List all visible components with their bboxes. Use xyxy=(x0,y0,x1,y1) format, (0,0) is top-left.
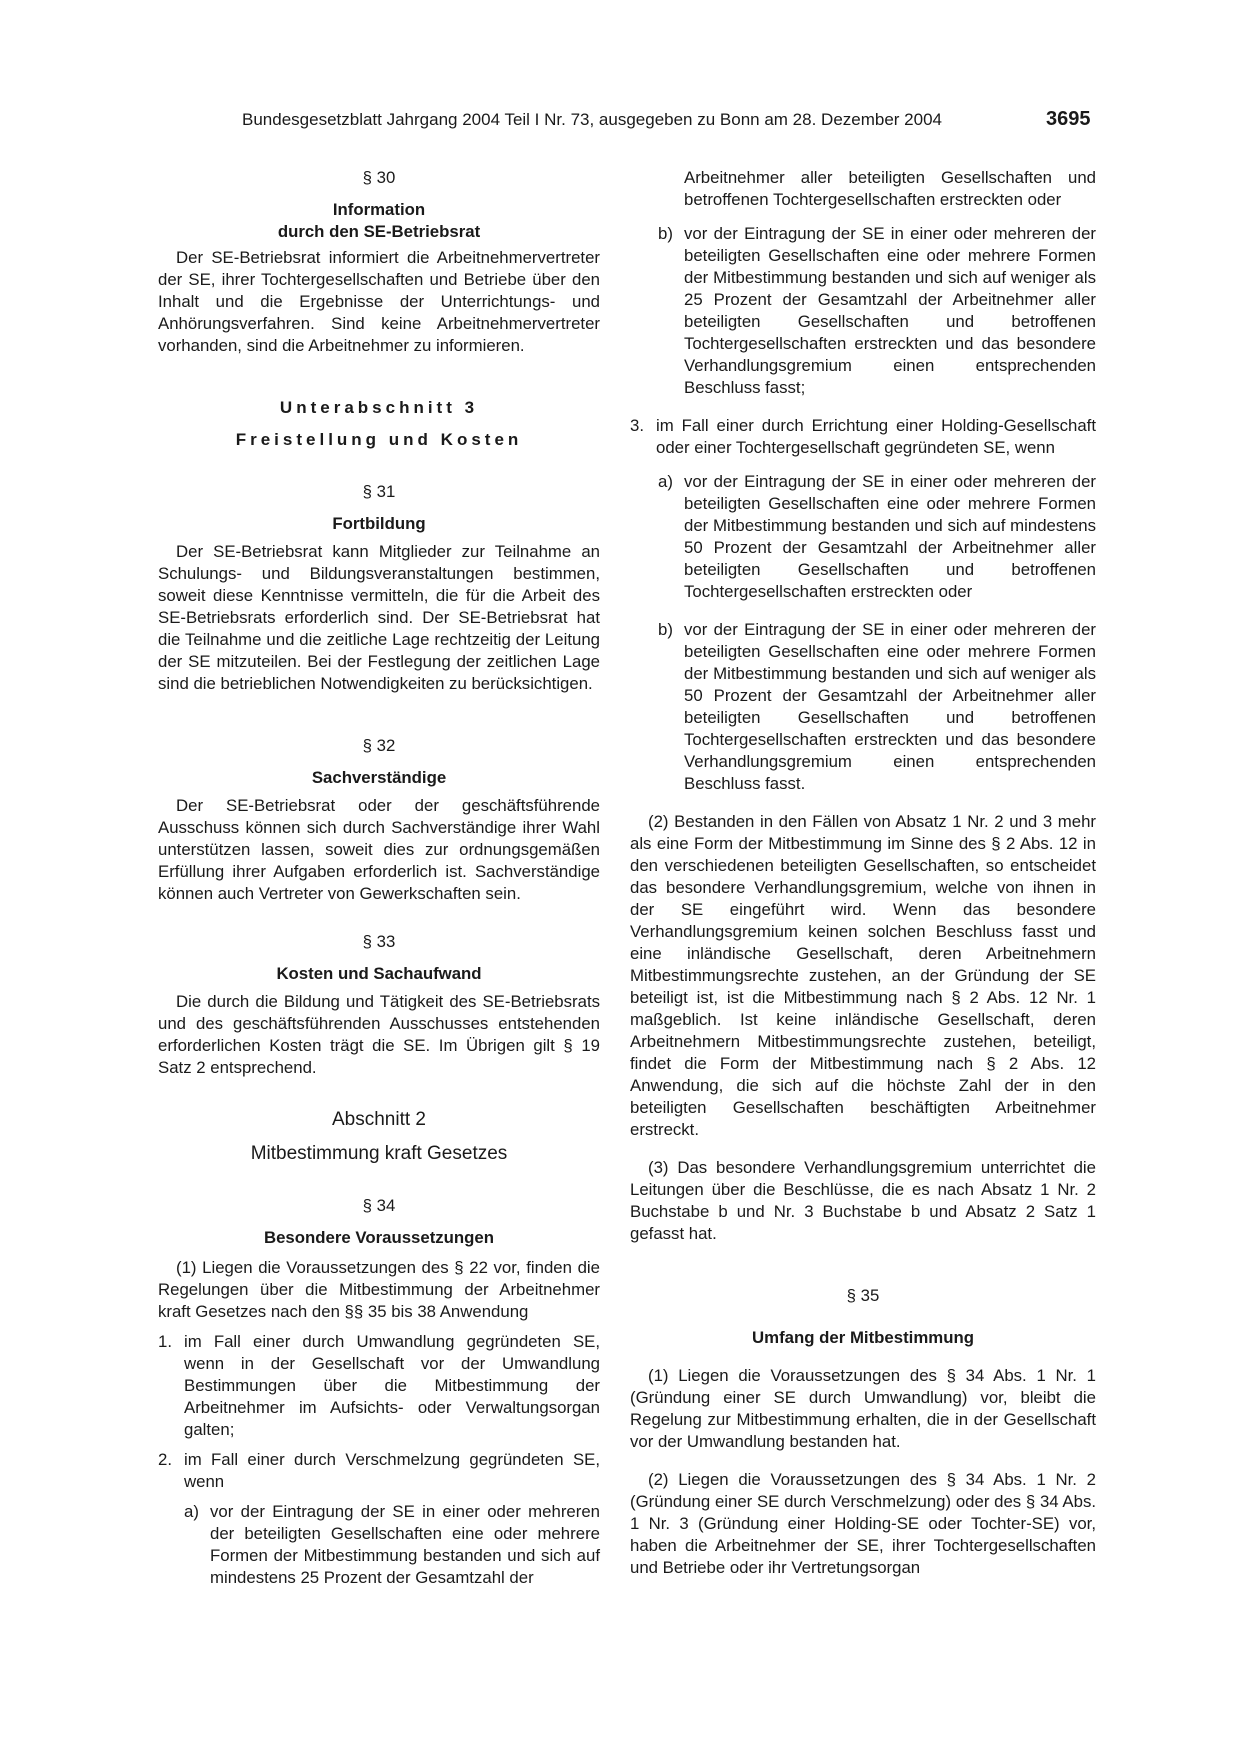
page-header xyxy=(0,110,1244,140)
paragraph: Der SE-Betriebsrat informiert die Arbeitnehmervertreter der SE, ihrer Tochtergesellschaften und Betriebe über den Inhalt und die Ergebnisse der Unterrichtungs- und Anhörungsverfahren. Sind keine Arbeitnehmervertreter vorhanden, sind die Arbeitnehmer zu informieren. xyxy=(158,248,600,355)
list-text: vor der Eintragung der SE in einer oder mehreren der beteiligten Gesellschaften eine oder mehrere Formen der Mitbestimmung bestanden und sich auf mindestens 50 Prozent der Gesamtzahl der Arbeitnehmer aller beteiligten Gesellschaften und betroffenen Tochtergesellschaften erstreckten oder xyxy=(684,472,1096,601)
section-number: § 34 xyxy=(362,1196,396,1215)
list-letter: a) xyxy=(184,1502,199,1521)
paragraph: (1) Liegen die Voraussetzungen des § 34 Abs. 1 Nr. 1 (Gründung einer SE durch Umwandlung) vor, bleibt die Regelung zur Mitbestimmung erhalten, die in der Gesellschaft vor der Umwandlung bestanden hat. xyxy=(630,1366,1096,1451)
list-text: im Fall einer durch Umwandlung gegründeten SE, wenn in der Gesellschaft vor der Umwandlung Bestimmungen über die Mitbestimmung der Arbeitnehmer im Aufsichts- oder Verwaltungsorgan galten; xyxy=(184,1332,600,1439)
paragraph: (2) Bestanden in den Fällen von Absatz 1 Nr. 2 und 3 mehr als eine Form der Mitbestimmung im Sinne des § 2 Abs. 12 in den verschiedenen beteiligten Gesellschaften, so entscheidet das besondere Verhandlungsgremium, welche von ihnen in der SE eingeführt wird. Wenn das besondere Verhandlungsgremium keinen solchen Beschluss fasst und eine inländische Gesellschaft, deren Arbeitnehmern Mitbestimmungsrechte zustehen, an der Gründung der SE beteiligt ist, ist die Mitbestimmung nach § 2 Abs. 12 Nr. 1 maßgeblich. Ist keine inländische Gesellschaft, deren Arbeitnehmern Mitbestimmungsrechte zustehen, beteiligt, findet die Form der Mitbestimmung nach § 2 Abs. 12 Anwendung, die sich auf die höchste Zahl der in den beteiligten Gesellschaften beschäftigten Arbeitnehmer erstreckt. xyxy=(630,812,1096,1139)
sub-list-item xyxy=(658,223,1096,399)
list-text: vor der Eintragung der SE in einer oder mehreren der beteiligten Gesellschaften eine oder mehrere Formen der Mitbestimmung bestanden und sich auf weniger als 50 Prozent der Gesamtzahl der Arbeitnehmer aller beteiligten Gesellschaften und betroffenen Tochtergesellschaften erstreckten und das besondere Verhandlungsgremium einen entsprechenden Beschluss fasst. xyxy=(684,620,1096,793)
list-text: vor der Eintragung der SE in einer oder mehreren der beteiligten Gesellschaften eine oder mehrere Formen der Mitbestimmung bestanden und sich auf weniger als 25 Prozent der Gesamtzahl der Arbeitnehmer aller beteiligten Gesellschaften und betroffenen Tochtergesellschaften erstreckten und das besondere Verhandlungsgremium einen entsprechenden Beschluss fasst; xyxy=(684,224,1096,397)
section-title: Sachverständige xyxy=(311,768,447,787)
list-letter: b) xyxy=(658,620,673,639)
paragraph: (3) Das besondere Verhandlungsgremium unterrichtet die Leitungen über die Beschlüsse, die es nach Absatz 1 Nr. 2 Buchstabe b und Nr. 3 Buchstabe b und Absatz 2 Satz 1 gefasst hat. xyxy=(630,1158,1096,1243)
sub-list-item xyxy=(658,471,1096,603)
list-text: im Fall einer durch Verschmelzung gegründeten SE, wenn xyxy=(184,1450,600,1491)
list-text: Arbeitnehmer aller beteiligten Gesellschaften und betroffenen Tochtergesellschaften erstreckten oder xyxy=(684,168,1096,209)
division-title: Mitbestimmung kraft Gesetzes xyxy=(250,1143,508,1164)
sub-list-item xyxy=(658,619,1096,795)
left-column xyxy=(158,167,600,1589)
list-item xyxy=(158,1449,600,1493)
list-number: 1. xyxy=(158,1332,172,1351)
list-number: 2. xyxy=(158,1450,172,1469)
list-text: im Fall einer durch Errichtung einer Holding-Gesellschaft oder einer Tochtergesellschaft gegründeten SE, wenn xyxy=(656,416,1096,457)
section-title: Information xyxy=(332,200,426,219)
division-label: Abschnitt 2 xyxy=(332,1109,426,1130)
section-title: durch den SE-Betriebsrat xyxy=(277,222,481,241)
list-item xyxy=(630,415,1096,459)
paragraph: (1) Liegen die Voraussetzungen des § 22 vor, finden die Regelungen über die Mitbestimmung der Arbeitnehmer kraft Gesetzes nach den §§ 35 bis 38 Anwendung xyxy=(158,1258,600,1321)
sub-list-continuation xyxy=(684,167,1096,211)
page-number: 3695 xyxy=(1046,108,1091,130)
right-column xyxy=(630,167,1096,1579)
list-text: vor der Eintragung der SE in einer oder mehreren der beteiligten Gesellschaften eine oder mehrere Formen der Mitbestimmung bestanden und sich auf mindestens 25 Prozent der Gesamtzahl der xyxy=(210,1502,600,1587)
sub-list-item xyxy=(184,1501,600,1589)
section-title: Kosten und Sachaufwand xyxy=(276,964,482,983)
section-title: Umfang der Mitbestimmung xyxy=(752,1328,974,1347)
paragraph: Der SE-Betriebsrat kann Mitglieder zur Teilnahme an Schulungs- und Bildungsveranstaltungen bestimmen, soweit diese Kenntnisse vermitteln, die für die Arbeit des SE-Betriebsrats erforderlich sind. Der SE-Betriebsrat hat die Teilnahme und die zeitliche Lage rechtzeitig der Leitung der SE mitzuteilen. Bei der Festlegung der zeitlichen Lage sind die betrieblichen Notwendigkeiten zu berücksichtigen. xyxy=(158,542,600,693)
section-title: Besondere Voraussetzungen xyxy=(263,1228,495,1247)
section-number: § 33 xyxy=(362,932,396,951)
list-letter: b) xyxy=(658,224,673,243)
section-number: § 30 xyxy=(362,168,396,187)
list-item xyxy=(158,1331,600,1441)
section-number: § 35 xyxy=(846,1286,880,1305)
section-number: § 32 xyxy=(362,736,396,755)
list-letter: a) xyxy=(658,472,673,491)
section-number: § 31 xyxy=(362,482,396,501)
subsection-label: Unterabschnitt 3 xyxy=(279,398,479,417)
list-number: 3. xyxy=(630,416,644,435)
section-title: Fortbildung xyxy=(332,514,426,533)
paragraph: Die durch die Bildung und Tätigkeit des SE-Betriebsrats und des geschäftsführenden Ausschusses entstehenden erforderlichen Kosten trägt die SE. Im Übrigen gilt § 19 Satz 2 entsprechend. xyxy=(158,992,600,1077)
paragraph: (2) Liegen die Voraussetzungen des § 34 Abs. 1 Nr. 2 (Gründung einer SE durch Verschmelzung) oder des § 34 Abs. 1 Nr. 3 (Gründung einer Holding-SE oder Tochter-SE) vor, haben die Arbeitnehmer der SE, ihrer Tochtergesellschaften und Betriebe oder ihr Vertretungsorgan xyxy=(630,1470,1096,1577)
subsection-title: Freistellung und Kosten xyxy=(235,430,523,449)
header-title: Bundesgesetzblatt Jahrgang 2004 Teil I Nr. 73, ausgegeben zu Bonn am 28. Dezember 2004 xyxy=(242,110,942,129)
paragraph: Der SE-Betriebsrat oder der geschäftsführende Ausschuss können sich durch Sachverständige ihrer Wahl unterstützen lassen, soweit dies zur ordnungsgemäßen Erfüllung ihrer Aufgaben erforderlich ist. Sachverständige können auch Vertreter von Gewerkschaften sein. xyxy=(158,796,600,903)
